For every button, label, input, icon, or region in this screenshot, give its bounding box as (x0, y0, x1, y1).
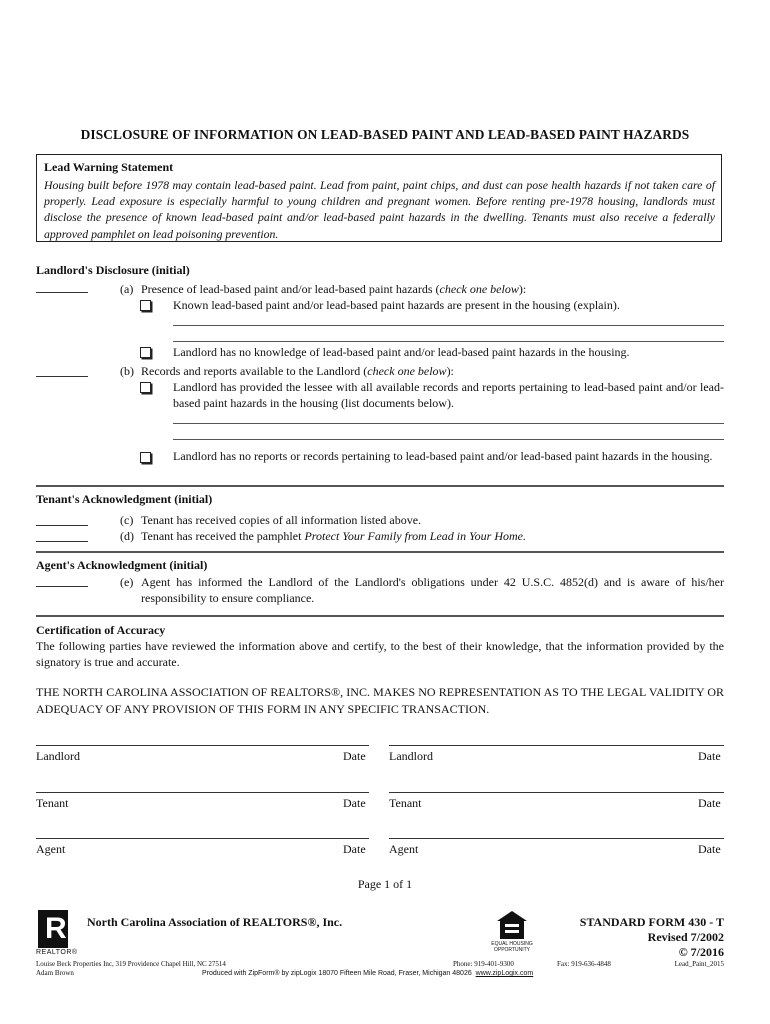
date-label: Date (698, 796, 721, 810)
legal-disclaimer: THE NORTH CAROLINA ASSOCIATION OF REALTORS®, INC. MAKES NO REPRESENTATION AS TO THE LEGAL VALIDITY OR ADEQUACY OF ANY PROVISION OF THIS FORM IN ANY SPECIFIC TRANSACTION. (36, 685, 724, 716)
association-name: North Carolina Association of REALTORS®, Inc. (87, 915, 343, 929)
landlord-label: Landlord (389, 749, 433, 763)
agent-signature-line-left[interactable] (36, 838, 369, 839)
produced-by: Produced with ZipForm® by zipLogix 18070 Fifteen Mile Road, Fraser, Michigan 48026 www.zipLogix.com (202, 970, 534, 977)
office-fax: Fax: 919-636-4848 (557, 960, 611, 968)
form-title: DISCLOSURE OF INFORMATION ON LEAD-BASED PAINT AND LEAD-BASED PAINT HAZARDS (80, 127, 690, 142)
agent-name: Adam Brown (36, 969, 74, 977)
known-lead-checkbox[interactable] (140, 300, 151, 311)
realtor-mark: REALTOR® (36, 949, 78, 956)
landlord-initial-b-field[interactable] (36, 376, 88, 377)
landlord-signature-line-left[interactable] (36, 745, 369, 746)
copyright-date: © 7/2016 (678, 945, 724, 959)
item-e-text: Agent has informed the Landlord of the Landlord's obligations under 42 U.S.C. 4852(d) and is aware of his/her responsibility to ensure compliance. (141, 575, 724, 605)
documents-line-2[interactable] (173, 439, 724, 440)
tenant-signature-line-right[interactable] (389, 792, 724, 793)
tenant-signature-line-left[interactable] (36, 792, 369, 793)
date-label: Date (343, 749, 366, 763)
item-a-text: Presence of lead-based paint and/or lead-based paint hazards (check one below): (141, 282, 527, 296)
item-b-text: Records and reports available to the Landlord (check one below): (141, 364, 454, 378)
explain-line-2[interactable] (173, 341, 724, 342)
form-number: STANDARD FORM 430 - T (579, 915, 724, 929)
ziplogix-link[interactable]: www.zipLogix.com (475, 970, 534, 977)
agent-label: Agent (389, 842, 419, 856)
date-label: Date (343, 796, 366, 810)
item-e-label: (e) (120, 575, 134, 589)
lead-warning-text: Housing built before 1978 may contain lead-based paint. Lead from paint, paint chips, and dust can pose health hazards if not taken care of properly. Lead exposure is especially harmful to young children and pregnant women. Before renting pre-1978 housing, landlords must disclose the presence of known lead-based paint and/or lead-based paint hazards in the dwelling. Tenants must also receive a federally approved pamphlet on lead poisoning prevention. (44, 178, 715, 241)
known-lead-option-text: Known lead-based paint and/or lead-based paint hazards are present in the housing (explain). (173, 298, 620, 312)
tenant-acknowledgment-heading: Tenant's Acknowledgment (initial) (36, 492, 213, 506)
section-divider (36, 485, 724, 487)
tenant-label: Tenant (389, 796, 422, 810)
lead-warning-box (36, 154, 722, 242)
date-label: Date (698, 749, 721, 763)
records-provided-option-text: Landlord has provided the lessee with all available records and reports pertaining to lead-based paint and/or lead-based paint hazards in the housing (list documents below). (173, 380, 724, 410)
documents-line-1[interactable] (173, 423, 724, 424)
broker-office: Louise Beck Properties Inc, 319 Providence Chapel Hill, NC 27514 (36, 960, 226, 968)
records-provided-checkbox[interactable] (140, 382, 151, 393)
explain-line-1[interactable] (173, 325, 724, 326)
file-name: Lead_Paint_2015 (674, 960, 724, 968)
agent-acknowledgment-heading: Agent's Acknowledgment (initial) (36, 558, 208, 572)
landlord-disclosure-heading: Landlord's Disclosure (initial) (36, 263, 190, 277)
equal-housing-icon (496, 910, 528, 940)
landlord-signature-line-right[interactable] (389, 745, 724, 746)
tenant-initial-d-field[interactable] (36, 541, 88, 542)
date-label: Date (698, 842, 721, 856)
realtor-logo-icon: R (38, 910, 68, 948)
item-c-text: Tenant has received copies of all information listed above. (141, 513, 422, 527)
section-divider (36, 615, 724, 617)
certification-heading: Certification of Accuracy (36, 623, 166, 637)
no-records-checkbox[interactable] (140, 452, 151, 463)
equal-housing-text: EQUAL HOUSING OPPORTUNITY (491, 941, 533, 953)
tenant-label: Tenant (36, 796, 69, 810)
no-knowledge-checkbox[interactable] (140, 347, 151, 358)
agent-signature-line-right[interactable] (389, 838, 724, 839)
lead-warning-heading: Lead Warning Statement (44, 160, 174, 174)
no-knowledge-option-text: Landlord has no knowledge of lead-based paint and/or lead-based paint hazards in the housing. (173, 345, 630, 359)
item-c-label: (c) (120, 513, 134, 527)
landlord-initial-a-field[interactable] (36, 292, 88, 293)
item-b-label: (b) (120, 364, 134, 378)
landlord-label: Landlord (36, 749, 80, 763)
tenant-initial-c-field[interactable] (36, 525, 88, 526)
agent-label: Agent (36, 842, 66, 856)
section-divider (36, 551, 724, 553)
item-a-label: (a) (120, 282, 134, 296)
page-number: Page 1 of 1 (357, 877, 413, 891)
agent-initial-e-field[interactable] (36, 586, 88, 587)
revised-date: Revised 7/2002 (647, 930, 724, 944)
office-phone: Phone: 919-401-9300 (453, 960, 514, 968)
no-records-option-text: Landlord has no reports or records pertaining to lead-based paint and/or lead-based paint hazards in the housing. (173, 449, 713, 463)
certification-text: The following parties have reviewed the information above and certify, to the best of their knowledge, that the information provided by the signatory is true and accurate. (36, 639, 724, 669)
item-d-text: Tenant has received the pamphlet Protect Your Family from Lead in Your Home. (141, 529, 527, 543)
date-label: Date (343, 842, 366, 856)
item-d-label: (d) (120, 529, 134, 543)
